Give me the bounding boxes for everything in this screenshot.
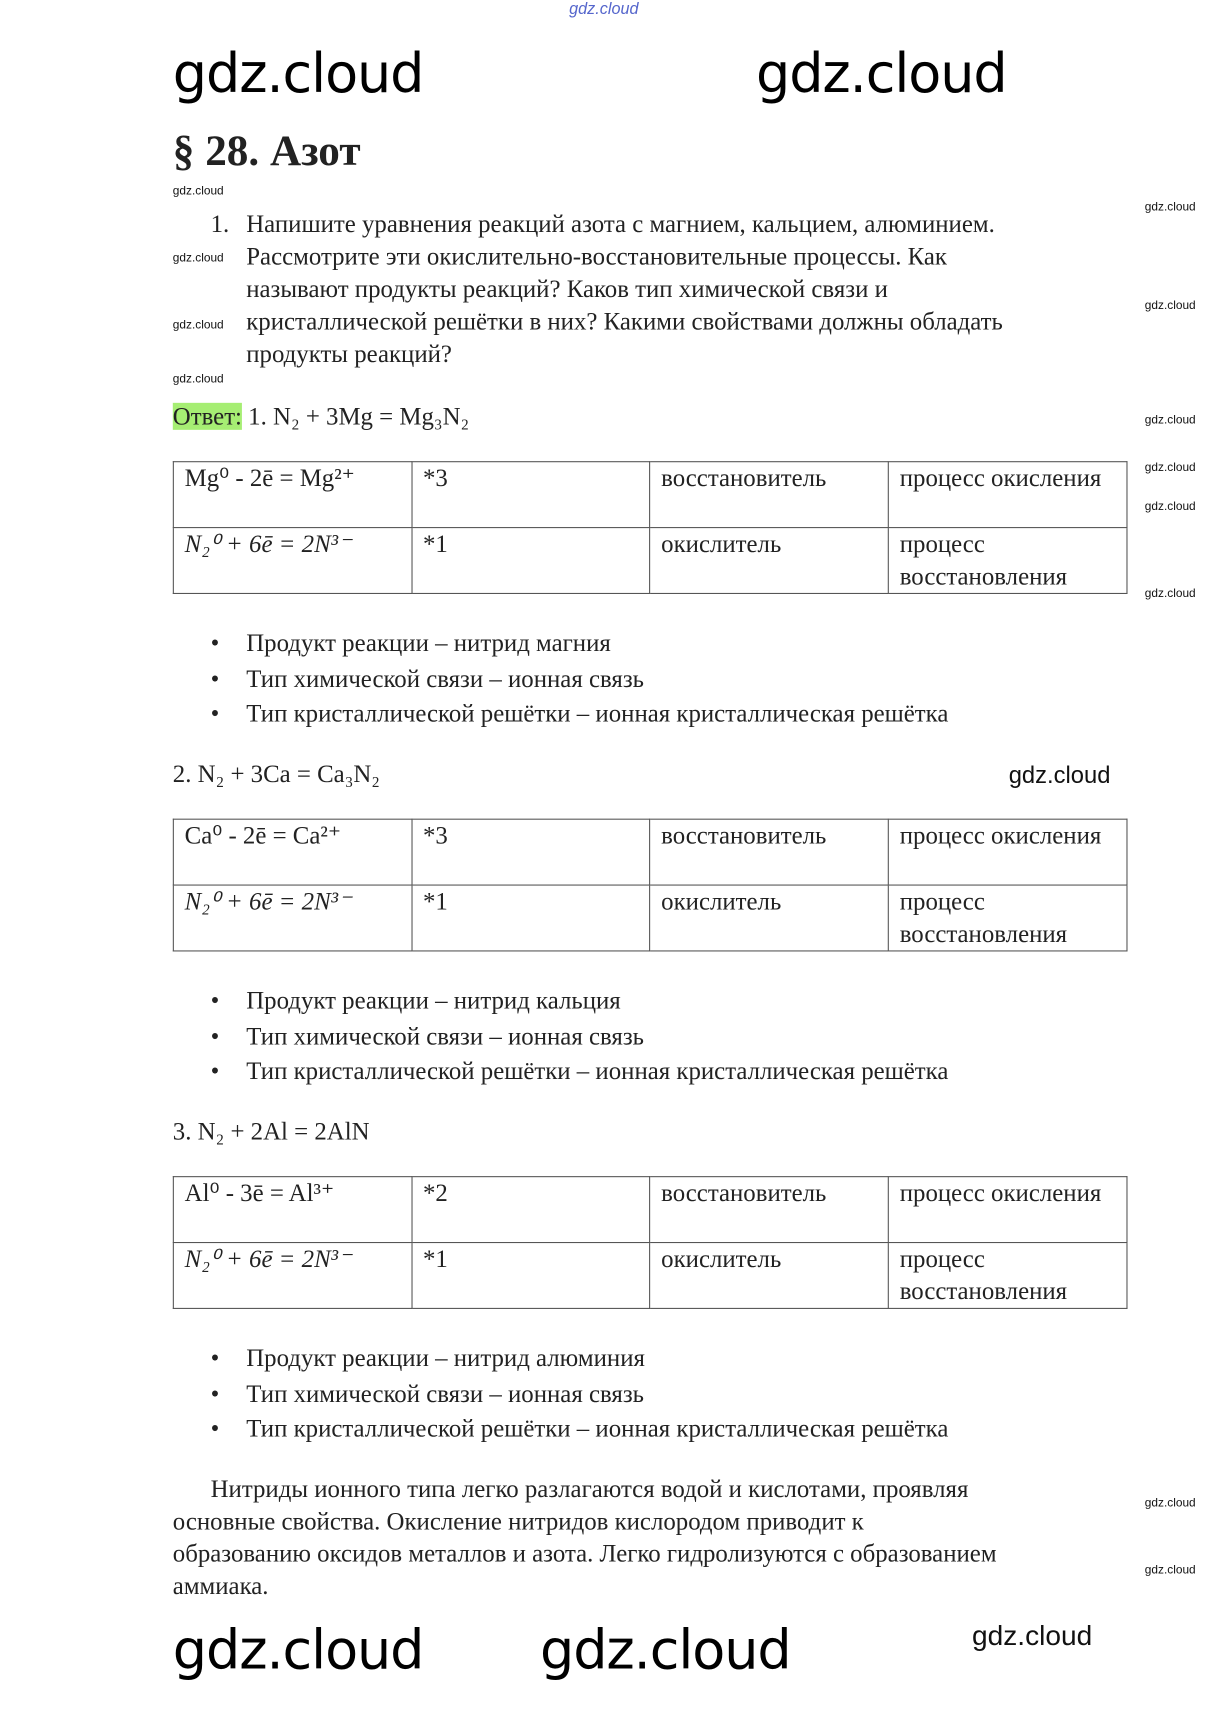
reaction-1-equation [173,401,469,433]
reaction-2-equation: 2. N₂ + 3Ca = Ca₃N₂ [172,760,380,788]
reaction-2-table [173,819,1128,952]
cell: процесс восстановления [888,1243,1127,1309]
cell: *3 [412,462,650,528]
cell: N₂⁰ + 6ē = 2N³⁻ [173,885,411,951]
cell: процесс восстановления [888,885,1127,951]
watermark: gdz.cloud [1144,413,1196,427]
cell: восстановитель [650,819,889,885]
conclusion-line: основные свойства. Окисление нитридов кислородом приводит к [172,1507,864,1535]
watermark: gdz.cloud [1144,587,1196,601]
watermark-top: gdz.cloud [569,0,639,19]
list-item: • Тип химической связи – ионная связь [211,1376,949,1411]
cell: восстановитель [650,1177,889,1243]
cell: процесс окисления [888,462,1127,528]
list-item: • Тип кристаллической решётки – ионная кристаллическая решётка [211,1054,949,1089]
cell: процесс окисления [888,819,1127,885]
watermark: gdz.cloud [1144,461,1196,475]
conclusion-paragraph [173,1473,1134,1603]
question-number: 1. [210,210,230,238]
question-line: продукты реакций? [246,340,452,368]
cell: *3 [412,819,650,885]
cell: *1 [412,1243,650,1309]
question-line: Напишите уравнения реакций азота с магнием, кальцием, алюминием. [246,210,995,238]
equation-text: 1. N₂ + 3Mg = Mg₃N₂ [248,402,470,430]
cell: восстановитель [650,462,889,528]
list-item: • Тип кристаллической решётки – ионная кристаллическая решётка [211,1412,949,1447]
cell: окислитель [650,885,889,951]
conclusion-line: аммиака. [172,1572,269,1600]
cell: *1 [412,528,650,594]
cell: Mg⁰ - 2ē = Mg²⁺ [173,462,411,528]
list-item: • Тип химической связи – ионная связь [211,1019,949,1054]
watermark: gdz.cloud [172,372,224,386]
watermark: gdz.cloud [172,42,424,105]
cell: процесс восстановления [888,528,1127,594]
cell: окислитель [650,528,889,594]
watermark: gdz.cloud [756,42,1007,105]
reaction-3-equation: 3. N₂ + 2Al = 2AlN [172,1117,370,1145]
reaction-3-table [173,1176,1128,1309]
table-row [173,1243,1127,1309]
cell: Ca⁰ - 2ē = Ca²⁺ [173,819,411,885]
cell: процесс окисления [888,1177,1127,1243]
watermark: gdz.cloud [1144,299,1196,313]
watermark: gdz.cloud [1008,761,1111,789]
watermark: gdz.cloud [172,251,224,265]
reaction-1-table [173,461,1128,594]
watermark: gdz.cloud [172,1618,424,1682]
watermark: gdz.cloud [1144,1563,1196,1577]
cell: N₂⁰ + 6ē = 2N³⁻ [173,1243,411,1309]
watermark: gdz.cloud [172,318,224,332]
list-item: • Продукт реакции – нитрид магния [211,626,949,661]
cell: N₂⁰ + 6ē = 2N³⁻ [173,528,411,594]
page-title: § 28. Азот [172,126,361,175]
watermark: gdz.cloud [1144,200,1196,214]
list-item: • Продукт реакции – нитрид кальция [211,984,949,1019]
question-line: Рассмотрите эти окислительно-восстановительные процессы. Как [246,243,947,270]
watermark: gdz.cloud [172,184,224,198]
list-item: • Продукт реакции – нитрид алюминия [211,1341,949,1376]
cell: Al⁰ - 3ē = Al³⁺ [173,1177,411,1243]
answer-label: Ответ: [172,402,242,430]
question-line: называют продукты реакций? Каков тип химической связи и [246,275,888,303]
conclusion-line: образованию оксидов металлов и азота. Легко гидролизуются с образованием [172,1540,997,1568]
watermark: gdz.cloud [540,1618,791,1682]
watermark: gdz.cloud [1144,500,1196,513]
conclusion-line: Нитриды ионного типа легко разлагаются водой и кислотами, проявляя [210,1475,969,1503]
reaction-1-bullets [211,626,949,731]
reaction-2-bullets [211,984,949,1089]
watermark: gdz.cloud [1144,1496,1196,1510]
watermark: gdz.cloud [972,1618,1093,1652]
reaction-3-bullets [211,1341,949,1446]
table-row [173,885,1127,951]
question-text [246,208,1003,370]
table-row [173,462,1127,528]
table-row [173,1177,1127,1243]
question-line: кристаллической решётки в них? Какими свойствами должны обладать [246,307,1003,335]
list-item: • Тип химической связи – ионная связь [211,662,949,697]
cell: окислитель [650,1243,889,1309]
list-item: • Тип кристаллической решётки – ионная кристаллическая решётка [211,697,949,732]
cell: *1 [412,885,650,951]
table-row [173,528,1127,594]
cell: *2 [412,1177,650,1243]
table-row [173,819,1127,885]
